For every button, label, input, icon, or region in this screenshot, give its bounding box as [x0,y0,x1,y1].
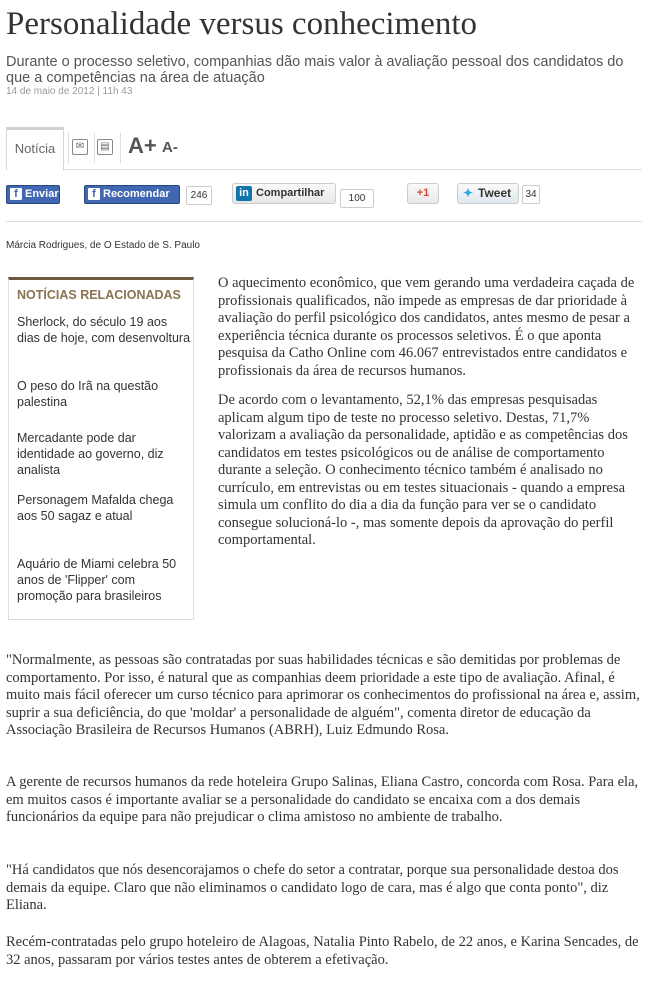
linkedin-icon: in [236,186,252,201]
linkedin-count: 100 [340,189,374,208]
related-news-link[interactable]: Mercadante pode dar identidade ao governo, diz analista [17,431,164,477]
facebook-icon: f [10,188,22,200]
recommend-count: 246 [186,186,212,205]
email-icon[interactable]: ✉ [72,139,88,155]
toolbar-divider [120,133,121,163]
article-dateline: 14 de maio de 2012 | 11h 43 [6,86,133,97]
related-news-box [8,277,194,620]
tweet-count: 34 [522,185,540,204]
send-label: Enviar [25,188,59,200]
byline: Márcia Rodrigues, de O Estado de S. Paulo [6,240,200,251]
related-news-link[interactable]: O peso do Irã na questão palestina [17,379,159,409]
related-news-header: NOTÍCIAS RELACIONADAS [17,288,181,302]
font-increase-button[interactable]: A+ [128,133,157,158]
article-paragraph: Recém-contratadas pelo grupo hoteleiro de Alagoas, Natalia Pinto Rabelo, de 22 anos, e Karina Sencades, de 32 anos, passaram por vários testes antes de obterem a efetivação. [6,934,639,968]
article-paragraph: A gerente de recursos humanos da rede hoteleira Grupo Salinas, Eliana Castro, concorda com Rosa. Para ela, em muitos casos é importante avaliar se a personalidade do candidato se encaixa com a dos demais funcionários da equipe para não prejudicar o clima amistoso no ambiente de trabalho. [6,774,639,825]
font-decrease-button[interactable]: A- [162,139,178,156]
share-bar [6,183,642,209]
send-button[interactable] [6,185,60,204]
gplus-button[interactable]: +1 [407,183,439,204]
print-icon[interactable]: ▤ [97,139,113,155]
toolbar-divider [68,133,69,163]
article-toolbar [6,127,642,170]
facebook-icon: f [88,188,100,200]
linkedin-share-button[interactable] [232,183,336,204]
related-news-link[interactable]: Aquário de Miami celebra 50 anos de 'Flipper' com promoção para brasileiros [17,557,177,603]
tweet-label: Tweet [478,186,512,200]
toolbar-divider [94,133,95,163]
article-title: Personalidade versus conhecimento [6,6,478,42]
article-paragraph: "Há candidatos que nós desencorajamos o chefe do setor a contratar, porque sua personalidade destoa dos demais da equipe. Claro que não eliminamos o candidato logo de cara, mas é algo que conta ponto", diz Eliana. [6,862,619,913]
article-body-column [218,275,642,562]
recommend-button[interactable] [84,185,180,204]
article-paragraph: De acordo com o levantamento, 52,1% das empresas pesquisadas aplicam algum tipo de teste no processo seletivo. Destas, 71,7% valorizam a avaliação da personalidade, aptidão e as competências dos candidatos em testes psicológicos ou de análise de comportamento durante a seleção. O conhecimento técnico também é analisado no currículo, em entrevistas ou em testes situacionais - quando a empresa simula um conflito do dia a dia da função para ver se o candidato consegue solucioná-lo -, mas somente depois da aprovação do perfil comportamental. [218,392,628,548]
article-paragraph: "Normalmente, as pessoas são contratadas por suas habilidades técnicas e são demitidas por problemas de comportamento. Por isso, é natural que as companhias deem prioridade a este tipo de avaliação. Afinal, é muito mais fácil oferecer um curso técnico para aprimorar os conhecimentos do profissional na área e, assim, suprir a sua deficiência, do que 'moldar' a personalidade de alguém", comenta diretor de educação da Associação Brasileira de Recursos Humanos (ABRH), Luiz Edmundo Rosa. [6,652,640,738]
twitter-bird-icon: ✦ [463,186,474,200]
related-news-link[interactable]: Sherlock, do século 19 aos dias de hoje, com desenvoltura [17,315,191,345]
article-subtitle: Durante o processo seletivo, companhias dão mais valor à avaliação pessoal dos candidatos do que a competências na área de atuação [6,54,624,86]
related-news-link[interactable]: Personagem Mafalda chega aos 50 sagaz e atual [17,493,174,523]
tweet-button[interactable] [457,183,519,204]
linkedin-label: Compartilhar [256,187,325,199]
tab-noticia[interactable]: Notícia [6,127,64,171]
article-paragraph: O aquecimento econômico, que vem gerando uma verdadeira caçada de profissionais qualificados, não impede as empresas de dar prioridade à avaliação do perfil psicológico dos candidatos, antes mesmo de pesar a experiência técnica durante os processos seletivos. É o que aponta pesquisa da Catho Online com 46.067 entrevistados entre candidatos e profissionais da área de recursos humanos. [218,275,635,379]
recommend-label: Recomendar [103,188,170,200]
divider [6,221,642,222]
